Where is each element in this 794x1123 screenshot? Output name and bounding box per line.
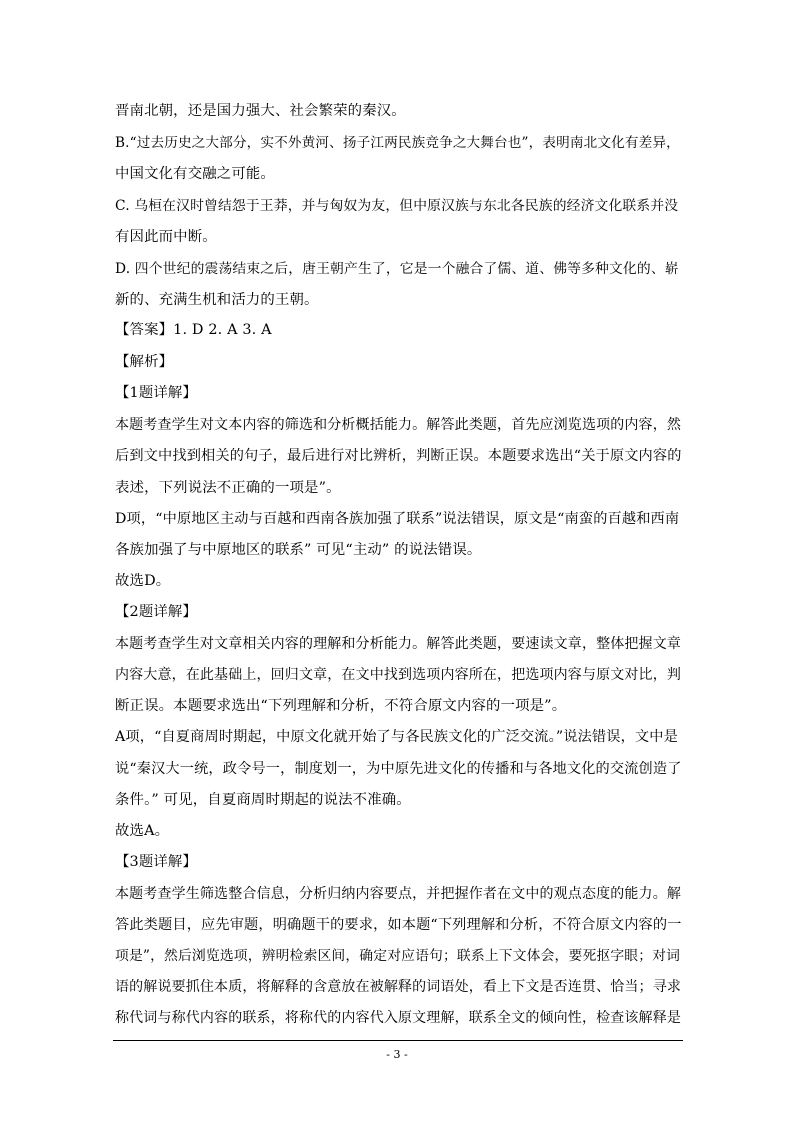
q3-heading: 【3题详解】: [115, 854, 198, 870]
text-line: 新的、充满生机和活力的王朝。: [115, 292, 319, 308]
text-line: 本题考查学生筛选整合信息，分析归纳内容要点，并把握作者在文中的观点态度的能力。解: [115, 886, 681, 902]
text-line: 有因此而中断。: [115, 229, 217, 245]
text-line: C. 乌桓在汉时曾结怨于王莽，并与匈奴为友，但中原汉族与东北各民族的经济文化联系并没: [115, 198, 679, 214]
text-line: 项是”，然后浏览选项，辨明检索区间，确定对应语句；联系上下文体会，要死抠字眼；对词: [115, 948, 681, 964]
text-line: B.“过去历史之大部分，实不外黄河、扬子江两民族竞争之大舞台也”，表明南北文化有差异，: [115, 135, 680, 151]
text-line: 故选A。: [115, 823, 170, 839]
text-line: 本题考查学生对文本内容的筛选和分析概括能力。解答此类题，首先应浏览选项的内容，然: [115, 417, 681, 433]
text-line: D. 四个世纪的震荡结束之后，唐王朝产生了，它是一个融合了儒、道、佛等多种文化的、崭: [115, 261, 679, 277]
text-line: 晋南北朝，还是国力强大、社会繁荣的秦汉。: [115, 103, 406, 119]
text-line: 答此类题目，应先审题，明确题干的要求，如本题“下列理解和分析，不符合原文内容的一: [115, 917, 682, 933]
text-line: 条件。” 可见，自夏商周时期起的说法不准确。: [115, 792, 411, 808]
text-line: 故选D。: [115, 573, 171, 589]
page-number: - 3 -: [386, 1048, 408, 1061]
text-line: 语的解说要抓住本质，将解释的含意放在被解释的词语处，看上下文是否连贯、恰当；寻求: [115, 979, 681, 995]
text-line: 中国文化有交融之可能。: [115, 166, 275, 182]
analysis-heading: 【解析】: [115, 354, 174, 370]
text-line: 后到文中找到相关的句子，最后进行对比辨析，判断正误。本题要求选出“关于原文内容的: [115, 448, 682, 464]
q2-heading: 【2题详解】: [115, 604, 198, 620]
text-line: 各族加强了与中原地区的联系” 可见“主动” 的说法错误。: [115, 542, 482, 558]
text-line: 断正误。本题要求选出“下列理解和分析，不符合原文内容的一项是”。: [115, 698, 567, 714]
text-line: 称代词与称代内容的联系，将称代的内容代入原文理解，联系全文的倾向性，检查该解释是: [115, 1010, 681, 1026]
text-line: D项，“中原地区主动与百越和西南各族加强了联系”说法错误，原文是“南蛮的百越和西南: [115, 511, 680, 527]
answer-line: 【答案】1. D 2. A 3. A: [115, 322, 272, 338]
footer-divider: [113, 1040, 683, 1041]
text-line: 表述，下列说法不正确的一项是”。: [115, 480, 341, 496]
text-line: 说“秦汉大一统，政令号一，制度划一，为中原先进文化的传播和与各地文化的交流创造了: [115, 761, 682, 777]
text-line: 本题考查学生对文章相关内容的理解和分析能力。解答此类题，要速读文章，整体把握文章: [115, 636, 681, 652]
text-line: 内容大意，在此基础上，回归文章，在文中找到选项内容所在，把选项内容与原文对比，判: [115, 667, 681, 683]
text-line: A项，“自夏商周时期起，中原文化就开始了与各民族文化的广泛交流。”说法错误，文中是: [115, 729, 678, 745]
q1-heading: 【1题详解】: [115, 385, 198, 401]
